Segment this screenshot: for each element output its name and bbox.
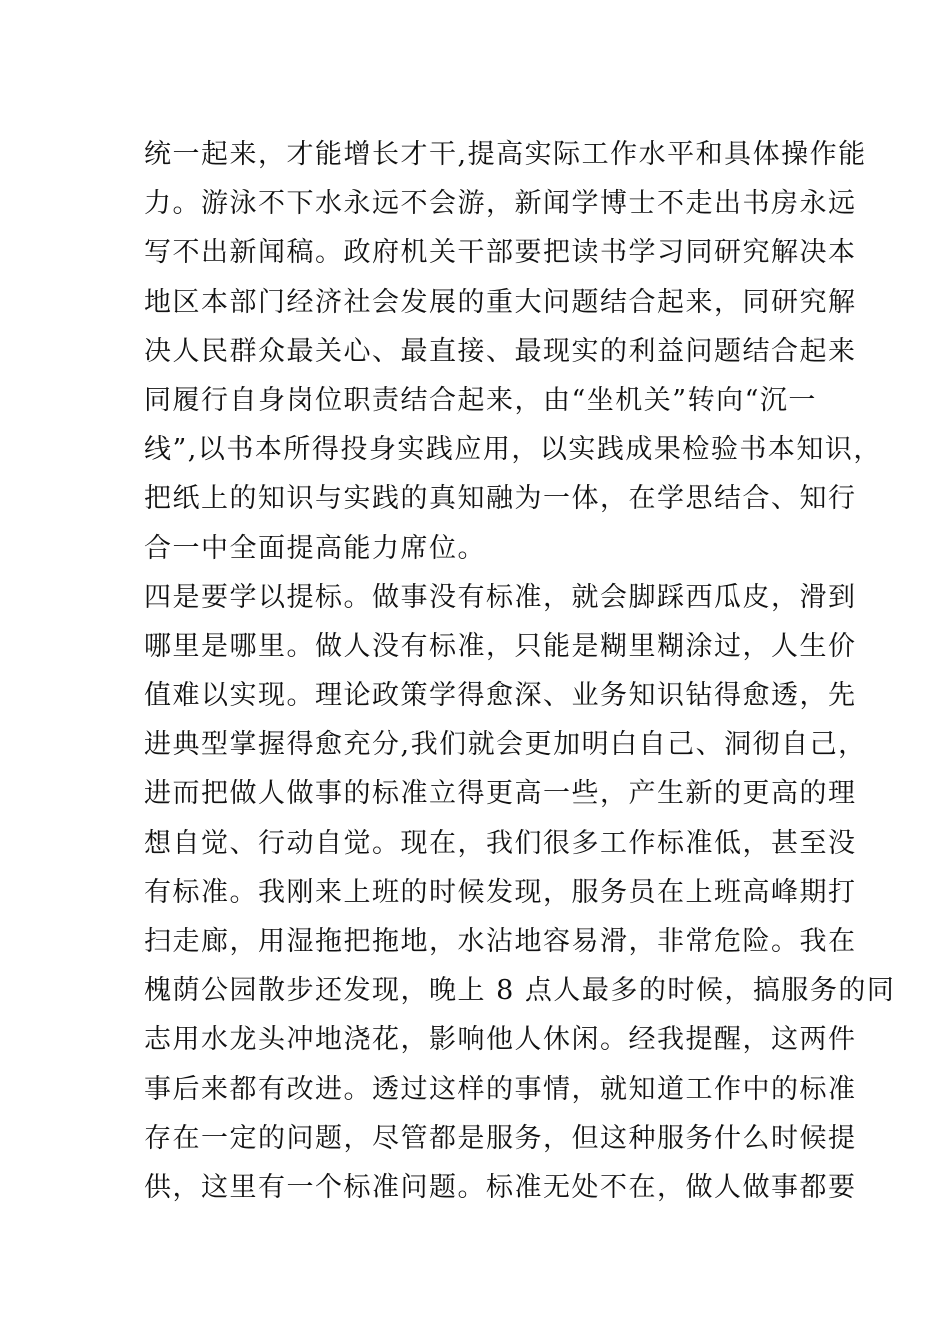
text-line: 有标准。我刚来上班的时候发现，服务员在上班高峰期打 bbox=[144, 876, 857, 908]
text-line: 供，这里有一个标准问题。标准无处不在，做人做事都要 bbox=[144, 1171, 857, 1203]
text-line: 事后来都有改进。透过这样的事情，就知道工作中的标准 bbox=[144, 1073, 857, 1105]
text-line: 统一起来，才能增长才干,提高实际工作水平和具体操作能 bbox=[144, 139, 867, 170]
text-line: 槐荫公园散步还发现，晚上 8 点人最多的时候，搞服务的同 bbox=[144, 975, 896, 1007]
document-body bbox=[144, 130, 896, 1212]
text-line: 同履行自身岗位职责结合起来，由“坐机关”转向“沉一 bbox=[144, 384, 817, 416]
text-line: 值难以实现。理论政策学得愈深、业务知识钻得愈透，先 bbox=[144, 680, 857, 712]
text-line: 扫走廊，用湿拖把拖地，水沾地容易滑，非常危险。我在 bbox=[144, 926, 857, 957]
text-line: 写不出新闻稿。政府机关干部要把读书学习同研究解决本 bbox=[144, 237, 857, 269]
text-line: 进典型掌握得愈充分,我们就会更加明白自己、洞彻自己， bbox=[144, 729, 867, 761]
text-line: 合一中全面提高能力席位。 bbox=[144, 532, 486, 564]
text-line: 线”,以书本所得投身实践应用，以实践成果检验书本知识， bbox=[144, 434, 882, 466]
text-line: 志用水龙头冲地浇花，影响他人休闲。经我提醒，这两件 bbox=[144, 1024, 857, 1056]
text-line: 把纸上的知识与实践的真知融为一体，在学思结合、知行 bbox=[144, 483, 857, 515]
text-line: 想自觉、行动自觉。现在，我们很多工作标准低，甚至没 bbox=[144, 827, 857, 859]
text-line: 决人民群众最关心、最直接、最现实的利益问题结合起来 bbox=[144, 335, 857, 367]
text-line: 力。游泳不下水永远不会游，新闻学博士不走出书房永远 bbox=[144, 188, 857, 220]
text-line: 进而把做人做事的标准立得更高一些，产生新的更高的理 bbox=[144, 778, 857, 810]
text-line: 地区本部门经济社会发展的重大问题结合起来，同研究解 bbox=[144, 286, 857, 318]
text-line: 哪里是哪里。做人没有标准，只能是糊里糊涂过，人生价 bbox=[144, 630, 857, 662]
text-line: 四是要学以提标。做事没有标准，就会脚踩西瓜皮，滑到 bbox=[144, 581, 857, 613]
text-line: 存在一定的问题，尽管都是服务，但这种服务什么时候提 bbox=[144, 1122, 857, 1154]
